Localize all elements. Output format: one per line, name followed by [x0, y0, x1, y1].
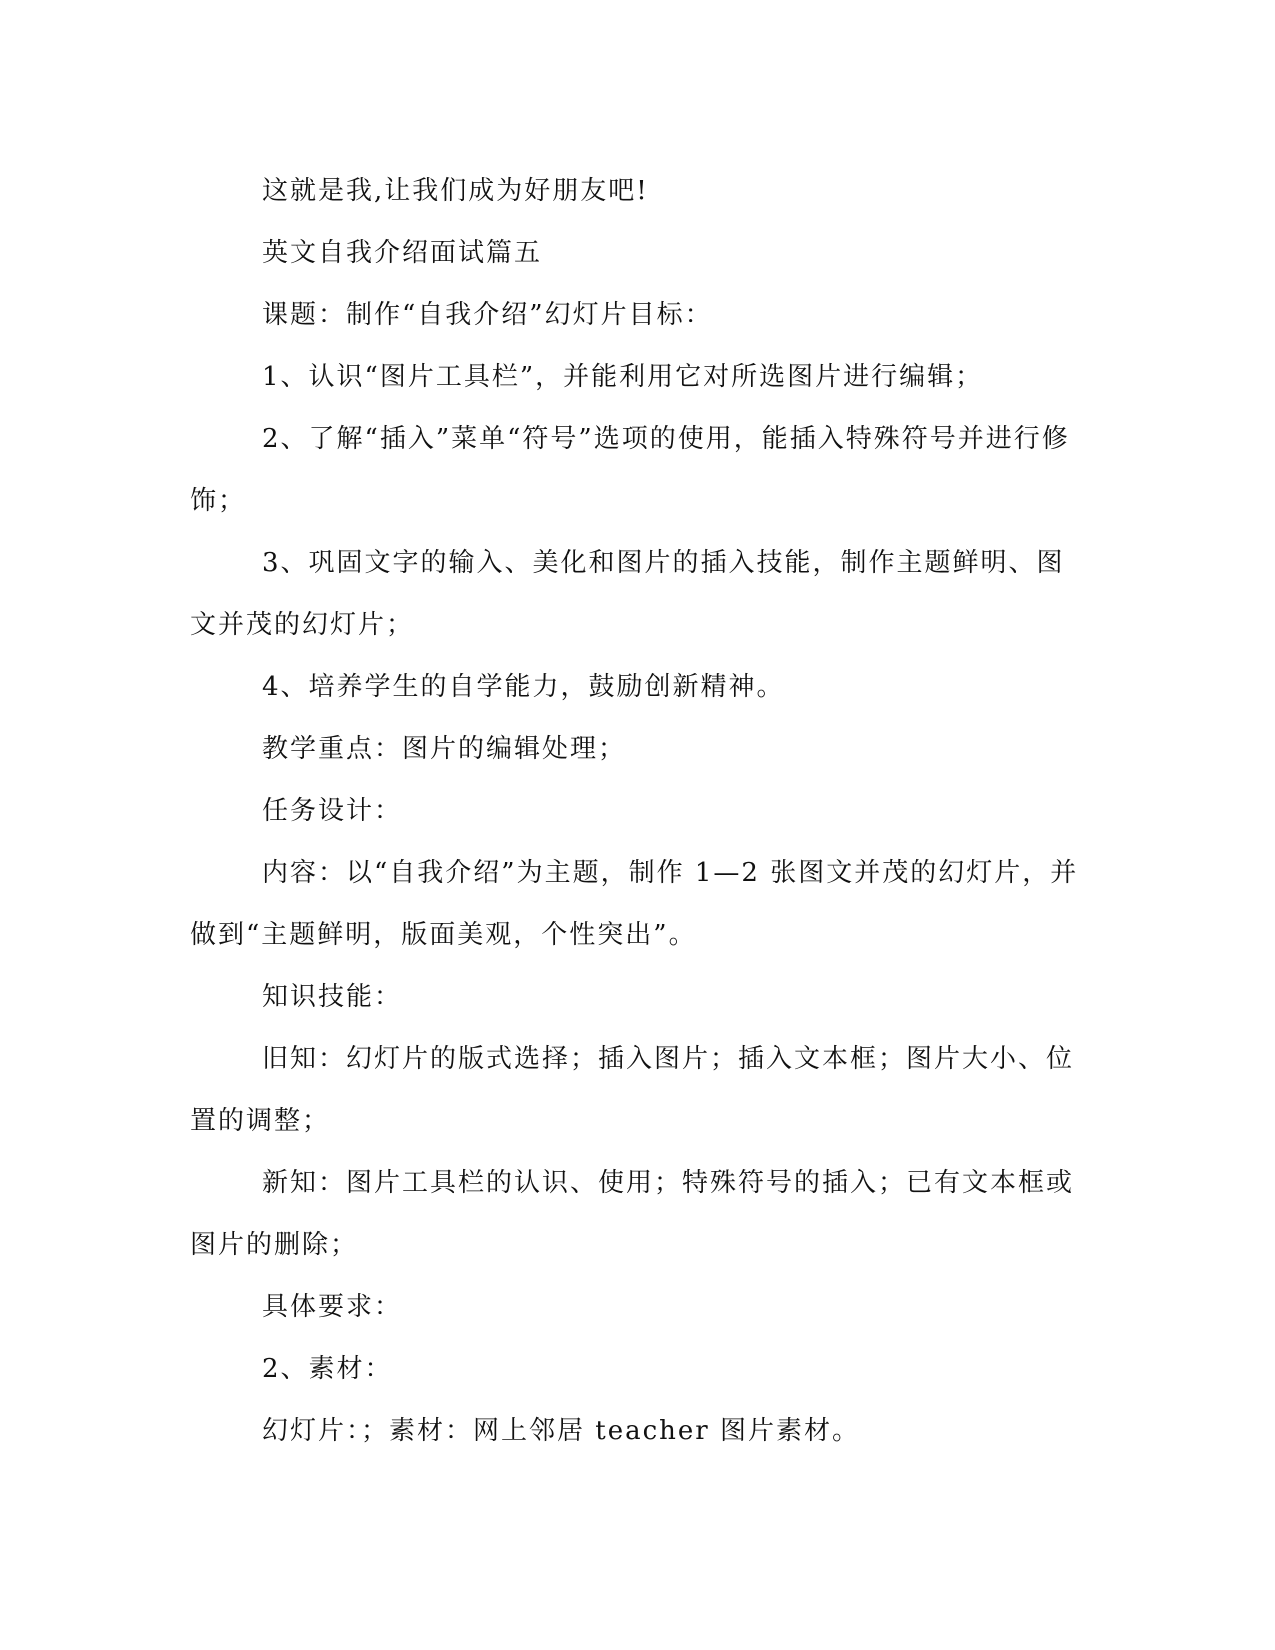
goal-item-4: 4、培养学生的自学能力，鼓励创新精神。: [262, 672, 785, 702]
section-heading: 英文自我介绍面试篇五: [262, 238, 543, 268]
paragraph-slides: 幻灯片：；素材：网上邻居 teacher 图片素材。: [262, 1416, 860, 1446]
paragraph-task-design: 任务设计：: [262, 796, 403, 826]
paragraph-old-knowledge: 旧知：幻灯片的版式选择；插入图片；插入文本框；图片大小、位置的调整；: [190, 1044, 1075, 1136]
goal-item-1: 1、认识“图片工具栏”，并能利用它对所选图片进行编辑；: [262, 362, 984, 392]
paragraph-new-knowledge: 新知：图片工具栏的认识、使用；特殊符号的插入；已有文本框或图片的删除；: [190, 1168, 1075, 1260]
document-body: [190, 160, 1090, 1462]
paragraph-requirements: 具体要求：: [262, 1292, 403, 1322]
paragraph-topic: 课题：制作“自我介绍”幻灯片目标：: [262, 300, 713, 330]
paragraph-content: 内容：以“自我介绍”为主题，制作 1—2 张图文并茂的幻灯片，并做到“主题鲜明，版面美观，个性突出”。: [190, 858, 1079, 950]
goal-item-2: 2、了解“插入”菜单“符号”选项的使用，能插入特殊符号并进行修饰；: [190, 424, 1070, 516]
paragraph-skills: 知识技能：: [262, 982, 403, 1012]
paragraph-closing: 这就是我,让我们成为好朋友吧!: [262, 176, 649, 206]
paragraph-key-point: 教学重点：图片的编辑处理；: [262, 734, 627, 764]
paragraph-materials: 2、素材：: [262, 1354, 393, 1384]
goal-item-3: 3、巩固文字的输入、美化和图片的插入技能，制作主题鲜明、图文并茂的幻灯片；: [190, 548, 1065, 640]
